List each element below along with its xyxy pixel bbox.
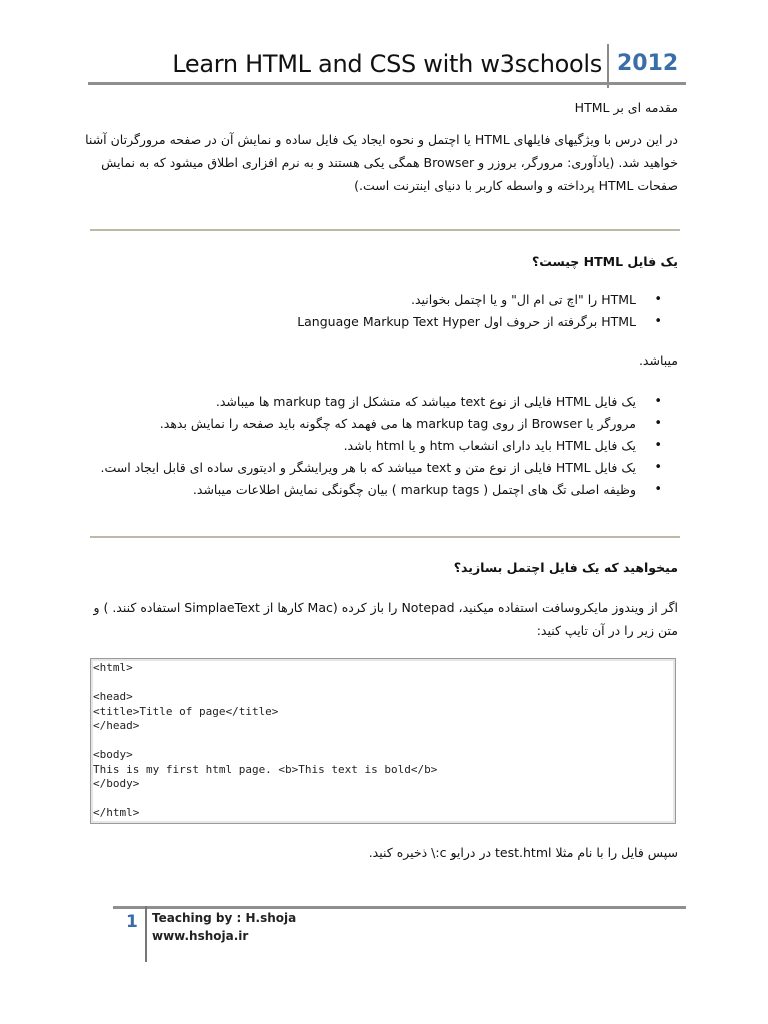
what-is-list-2: [82, 391, 678, 501]
intro-heading: مقدمه ای بر HTML: [574, 100, 678, 115]
footer-separator: [145, 906, 147, 962]
try-it-paragraph: اگر از ویندوز مایکروسافت استفاده میکنید، Notepad را باز کرده (Mac کارها از SimplaeText استفاده کنند. ) و متن زیر را در آن تایپ کنید:: [93, 600, 678, 638]
footer-website: www.hshoja.ir: [152, 929, 249, 943]
header-rule: [88, 82, 686, 85]
list-item: • HTML را "اچ تی ام ال" و یا اچتمل بخوانید.: [82, 289, 678, 311]
document-header-title: Learn HTML and CSS with w3schools: [172, 50, 602, 78]
what-is-list-1: [82, 289, 678, 333]
list-item: • یک فایل HTML فایلی از نوع متن و text میباشد که با هر ویرایشگر و ادیتوری ساده ای قابل ایجاد است.: [82, 457, 678, 479]
section-divider: [90, 536, 680, 538]
code-example-box: [90, 658, 676, 824]
intro-paragraph: [82, 128, 678, 197]
list-item-continuation: میباشد.: [638, 353, 678, 368]
page-number: 1: [126, 912, 138, 932]
intro-line-2: (یادآوری: مرورگر، بروزر و Browser همگی یکی هستند و به نرم افزاری اطلاق میشود که به نمایش صفحات HTML پرداخته و واسطه کاربر با دنیای اینترنت است.): [101, 155, 678, 193]
section-divider: [90, 229, 680, 231]
intro-line-1: در این درس با ویژگیهای فایلهای HTML یا اچتمل و نحوه ایجاد یک فایل ساده و نمایش آن در صفحه مرورگرتان آشنا خواهید شد.: [85, 132, 678, 170]
footer-teaching: Teaching by : H.shoja: [152, 911, 297, 925]
list-item: • وظیفه اصلی تگ های اچتمل ( markup tags ) بیان چگونگی نمایش اطلاعات میباشد.: [82, 479, 678, 501]
list-item: • یک فایل HTML باید دارای انشعاب htm و یا html باشد.: [82, 435, 678, 457]
footer-credits: [152, 909, 296, 945]
list-item: • یک فایل HTML فایلی از نوع text میباشد که متشکل از markup tag ها میباشد.: [82, 391, 678, 413]
code-example: <html> <head> <title>Title of page</title> </head> <body> This is my first html page. <b>This text is bold</b> </body> </html>: [93, 661, 438, 819]
list-item: • HTML برگرفته از حروف اول Language Markup Text Hyper: [82, 311, 678, 333]
list-item: • مرورگر یا Browser از روی markup tag ها می فهمد که چگونه باید صفحه را نمایش بدهد.: [82, 413, 678, 435]
what-is-heading: یک فایل HTML چیست؟: [531, 254, 678, 269]
header-year: 2012: [617, 51, 679, 76]
save-note: سپس فایل را با نام مثلا test.html در درایو c:\ ذخیره کنید.: [368, 845, 678, 860]
try-it-heading: میخواهید که یک فایل اچتمل بسازید؟: [453, 560, 678, 575]
